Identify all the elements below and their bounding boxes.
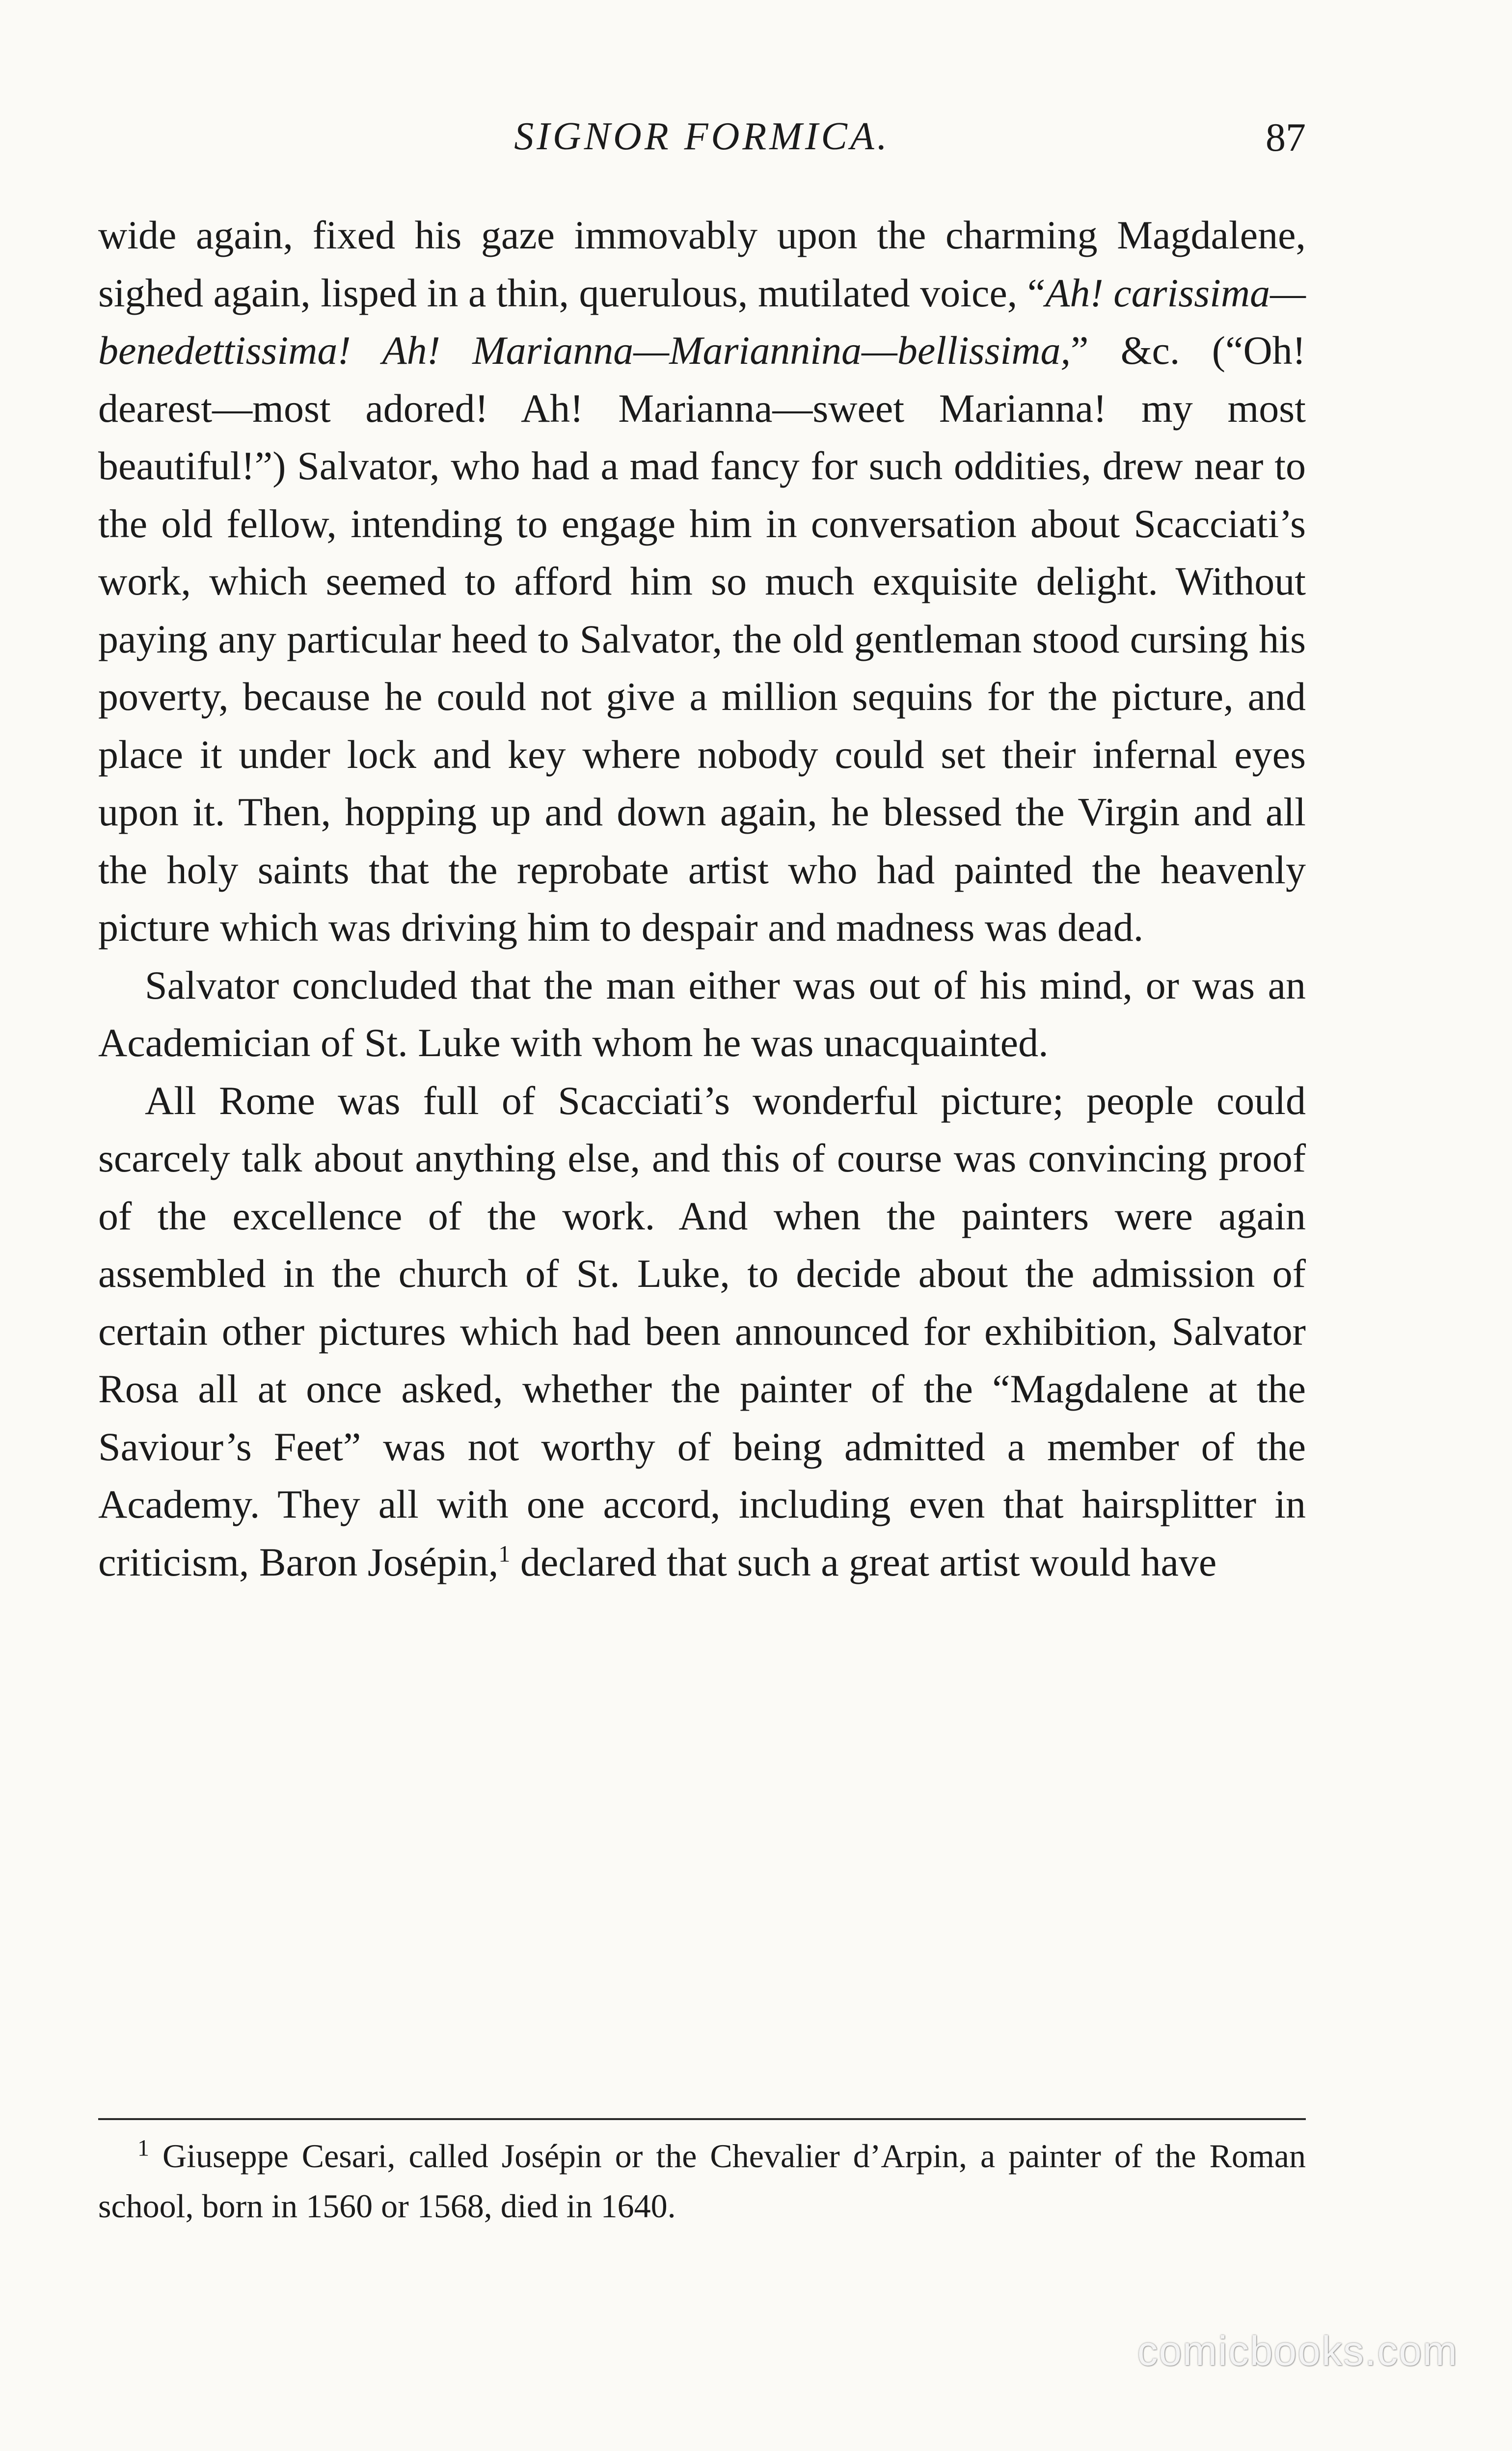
paragraph-3-part-a: All Rome was full of Scacciati’s wonderful picture; people could scarcely talk about anything else, and this of course was convincing proof of the excellence of the work. And when the painters were again assembled in the church of St. Luke, to decide about the admission of certain other pictures which had been announced for exhibition, Salvator Rosa all at once asked, whether the painter of the “Magdalene at the Saviour’s Feet” was not worthy of being admitted a member of the Academy. They all with one accord, including even that hairsplitter in criticism, Baron Josépin,	[98, 1078, 1306, 1584]
footnote-text: Giuseppe Cesari, called Josépin or the Chevalier d’Arpin, a painter of the Roman school, born in 1560 or 1568, died in 1640.	[98, 2137, 1306, 2225]
paragraph-2: Salvator concluded that the man either was out of his mind, or was an Academician of St. Luke with whom he was unacquainted.	[98, 962, 1306, 1065]
page-number: 87	[1266, 115, 1306, 160]
running-title: SIGNOR FORMICA.	[514, 115, 890, 158]
paragraph-1-part-a: wide again, fixed his gaze immovably upon the charming Magdalene, sighed again, lisped in a thin, querulous, mutilated voice, “	[98, 213, 1306, 315]
paragraph-3-part-b: declared that such a great artist would have	[510, 1539, 1217, 1584]
italian-exclamation: Ah! carissima—benedettissima! Ah! Marianna—Mariannina—bellissima,	[98, 270, 1306, 373]
footnote-marker: 1	[137, 2135, 149, 2161]
watermark: comicbooks.com	[1137, 2328, 1458, 2374]
footnote	[98, 2131, 1306, 2231]
paragraph-1-part-b: ” &c. (“Oh! dearest—most adored! Ah! Marianna—sweet Marianna! my most beautiful!”) Salvator, who had a mad fancy for such oddities, drew near to the old fellow, intending to engage him in conversation about Scacciati’s work, which seemed to afford him so much exquisite delight. Without paying any particular heed to Salvator, the old gentleman stood cursing his poverty, because he could not give a million sequins for the picture, and place it under lock and key where nobody could set their infernal eyes upon it. Then, hopping up and down again, he blessed the Virgin and all the holy saints that the reprobate artist who had painted the heavenly picture which was driving him to despair and madness was dead.	[98, 328, 1306, 950]
body-text	[98, 206, 1306, 1591]
paragraph-1	[98, 206, 1306, 956]
footnote-divider	[98, 2118, 1306, 2120]
footnote-reference: 1	[498, 1541, 511, 1567]
running-head	[98, 106, 1306, 164]
paragraph-3	[98, 1072, 1306, 1591]
